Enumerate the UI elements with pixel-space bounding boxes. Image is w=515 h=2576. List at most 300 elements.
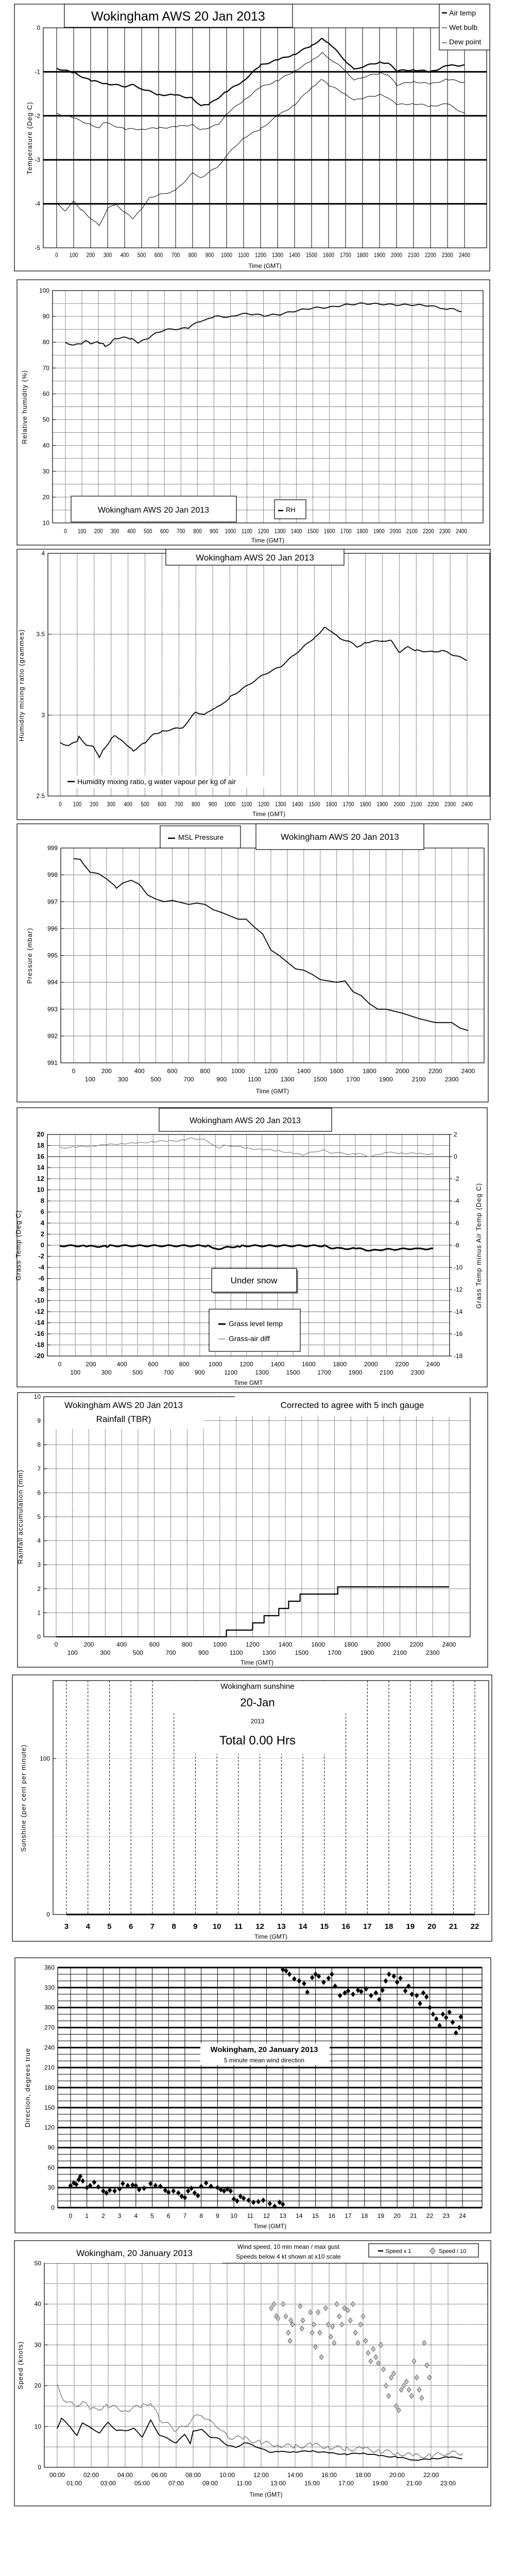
x-tick-label: 700 — [163, 1369, 174, 1376]
x-tick-label: 300 — [107, 801, 115, 808]
x-tick-label: 17:00 — [338, 2480, 354, 2487]
legend-label: Grass-air diff — [229, 1334, 270, 1343]
x-tick-label: 2000 — [389, 528, 401, 535]
y-tick-label: 18 — [37, 1141, 44, 1149]
x-axis-title: Time GMT — [234, 1379, 263, 1386]
y-tick-label: 210 — [44, 2064, 55, 2072]
x-tick-label: 12 — [255, 1922, 264, 1931]
chart-title: Wokingham AWS 20 Jan 2013 — [281, 832, 399, 842]
x-tick-label: 400 — [116, 1641, 127, 1648]
x-tick-label: 100 — [67, 1649, 78, 1656]
x-tick-label: 2200 — [422, 528, 434, 535]
x-tick-label: 1400 — [289, 252, 300, 259]
x-tick-label: 100 — [77, 528, 87, 535]
y-tick-label: -10 — [35, 1296, 44, 1304]
y-tick-label: 30 — [47, 2184, 55, 2192]
y-tick-label: 240 — [44, 2044, 55, 2052]
x-axis-title: Time (GMT) — [248, 262, 282, 269]
chart-title: Wokingham sunshine — [220, 1682, 295, 1691]
x-tick-label: 2300 — [442, 252, 453, 259]
x-tick-label: 22:00 — [423, 2471, 439, 2479]
under-snow-annotation: Under snow — [230, 1276, 278, 1285]
x-tick-label: 800 — [182, 1641, 193, 1648]
x-tick-label: 700 — [175, 801, 183, 808]
y-tick-label: 20 — [34, 2382, 41, 2389]
y-tick-label: -18 — [35, 1341, 44, 1349]
y-right-tick-label: -4 — [454, 1197, 459, 1205]
x-tick-label: 17 — [363, 1922, 372, 1931]
x-tick-label: 20 — [427, 1922, 436, 1931]
x-tick-label: 1300 — [272, 252, 283, 259]
x-tick-label: 1400 — [297, 1067, 311, 1075]
x-axis-title: Time (GMT) — [255, 1088, 289, 1095]
y-tick-label: 0 — [37, 24, 40, 31]
x-tick-label: 2200 — [425, 252, 436, 259]
x-tick-label: 6 — [166, 2212, 170, 2219]
legend-label: Wet bulb — [449, 23, 477, 31]
chart-title: Wokingham AWS 20 Jan 2013 — [97, 506, 210, 515]
x-tick-label: 1400 — [291, 801, 303, 808]
y-tick-label: -4 — [35, 200, 40, 208]
y-tick-label: 0 — [38, 2464, 41, 2471]
x-tick-label: 100 — [70, 1369, 81, 1376]
y-axis-title: Relative humidity (%) — [21, 370, 28, 444]
x-tick-label: 2400 — [461, 1067, 475, 1075]
x-tick-label: 1300 — [262, 1649, 276, 1656]
x-tick-label: 2000 — [395, 1067, 409, 1075]
x-tick-label: 1300 — [255, 1369, 269, 1376]
x-tick-label: 02:00 — [83, 2471, 99, 2479]
x-tick-label: 08:00 — [185, 2471, 201, 2479]
x-tick-label: 1100 — [224, 1369, 238, 1376]
x-tick-label: 2000 — [364, 1361, 378, 1368]
y-tick-label: 20 — [37, 1130, 44, 1138]
y-tick-label: 996 — [47, 925, 58, 933]
legend-label: RH — [286, 506, 296, 514]
y-tick-label: 998 — [47, 871, 58, 879]
y-tick-label: -8 — [38, 1285, 44, 1293]
chart-year: 2013 — [250, 1718, 265, 1725]
y-right-tick-label: -14 — [454, 1308, 463, 1315]
y-tick-label: 10 — [37, 1185, 44, 1194]
x-tick-label: 2200 — [409, 1641, 423, 1648]
x-tick-label: 400 — [127, 528, 136, 535]
y-tick-label: -2 — [35, 112, 40, 120]
x-tick-label: 2100 — [406, 528, 418, 535]
y-tick-label: 90 — [47, 2144, 55, 2151]
x-tick-label: 900 — [210, 528, 218, 535]
y-tick-label: 2 — [40, 1230, 44, 1238]
pressure-panel — [17, 824, 488, 1102]
chart-title: Wokingham AWS 20 Jan 2013 — [91, 9, 265, 24]
legend-label: Speed x 1 — [386, 2248, 411, 2255]
x-tick-label: 800 — [193, 528, 202, 535]
x-tick-label: 500 — [141, 801, 149, 808]
y-tick-label: 30 — [42, 467, 49, 475]
y-tick-label: -1 — [35, 68, 40, 76]
x-tick-label: 1600 — [311, 1641, 325, 1648]
x-tick-label: 700 — [171, 252, 180, 259]
x-tick-label: 8 — [199, 2212, 203, 2219]
x-tick-label: 200 — [83, 1641, 94, 1648]
x-tick-label: 500 — [150, 1076, 161, 1083]
x-tick-label: 1100 — [229, 1649, 243, 1656]
temperature-panel — [14, 4, 490, 271]
x-tick-label: 1500 — [306, 252, 317, 259]
x-tick-label: 1900 — [360, 1649, 374, 1656]
x-tick-label: 1200 — [255, 252, 266, 259]
x-tick-label: 700 — [183, 1076, 194, 1083]
panel-frame — [14, 2241, 491, 2506]
y-tick-label: 60 — [42, 390, 49, 398]
x-tick-label: 14 — [298, 1922, 307, 1931]
x-tick-label: 18 — [384, 1922, 393, 1931]
x-tick-label: 1500 — [286, 1369, 300, 1376]
chart-date: 20-Jan — [240, 1696, 275, 1709]
y-tick-label: 5 — [37, 1513, 41, 1520]
x-tick-label: 15 — [312, 2212, 319, 2219]
y-tick-label: 0 — [37, 1633, 41, 1640]
x-tick-label: 1400 — [270, 1361, 285, 1368]
x-tick-label: 14 — [296, 2212, 303, 2219]
y-tick-label: -12 — [35, 1308, 44, 1315]
y-tick-label: 70 — [42, 364, 49, 372]
y-tick-label: 995 — [47, 952, 58, 959]
x-tick-label: 0 — [55, 252, 58, 259]
x-tick-label: 3 — [64, 1922, 69, 1931]
x-tick-label: 700 — [177, 528, 185, 535]
x-tick-label: 1200 — [258, 801, 269, 808]
x-tick-label: 1800 — [359, 801, 371, 808]
x-axis-title: Time (GMT) — [249, 2491, 283, 2498]
x-tick-label: 500 — [143, 528, 152, 535]
panel-frame — [14, 4, 490, 271]
chart-subtitle: Wind speed, 10 min mean / max gust — [237, 2243, 340, 2250]
y-tick-label: 50 — [34, 2260, 41, 2267]
x-tick-label: 15 — [320, 1922, 329, 1931]
x-tick-label: 1200 — [239, 1361, 253, 1368]
y-tick-label: 90 — [42, 313, 49, 320]
correction-note: Corrected to agree with 5 inch gauge — [280, 1400, 424, 1410]
y-tick-label: 10 — [34, 2422, 41, 2430]
chart-title: Wokingham AWS 20 Jan 2013 — [189, 1116, 301, 1125]
x-tick-label: 4 — [85, 1922, 90, 1931]
y-tick-label: 991 — [47, 1059, 58, 1066]
x-tick-label: 900 — [216, 1076, 227, 1083]
x-tick-label: 1300 — [274, 528, 286, 535]
y-tick-label: 40 — [42, 442, 49, 449]
x-tick-label: 1000 — [208, 1361, 222, 1368]
y-tick-label: 120 — [44, 2124, 55, 2131]
x-tick-label: 600 — [158, 801, 166, 808]
y-tick-label: 2.5 — [36, 792, 45, 800]
x-tick-label: 2200 — [428, 1067, 442, 1075]
x-tick-label: 1800 — [363, 1067, 376, 1075]
y-tick-label: 50 — [42, 416, 49, 423]
wind-speed-panel — [14, 2241, 491, 2506]
y-tick-label: 4 — [37, 1537, 41, 1545]
x-tick-label: 1000 — [225, 528, 236, 535]
x-tick-label: 03:00 — [100, 2480, 116, 2487]
x-tick-label: 300 — [103, 252, 112, 259]
x-axis-title: Time (GMT) — [253, 2223, 287, 2230]
x-axis-title: Time (GMT) — [252, 810, 286, 818]
x-tick-label: 200 — [86, 252, 95, 259]
x-tick-label: 1800 — [333, 1361, 347, 1368]
x-tick-label: 200 — [101, 1067, 112, 1075]
x-tick-label: 800 — [192, 801, 200, 808]
title-mask — [235, 1394, 472, 1397]
x-tick-label: 1000 — [221, 252, 232, 259]
x-tick-label: 900 — [194, 1369, 205, 1376]
y-tick-label: 3.5 — [36, 631, 45, 638]
y-right-tick-label: 2 — [454, 1131, 457, 1138]
y-tick-label: 12 — [37, 1175, 44, 1182]
x-tick-label: 400 — [134, 1067, 145, 1075]
x-tick-label: 2300 — [444, 1076, 459, 1083]
x-tick-label: 1100 — [238, 252, 249, 259]
chart-title: Wokingham AWS 20 Jan 2013 — [64, 1400, 183, 1410]
y-right-tick-label: -2 — [454, 1175, 459, 1182]
y-tick-label: 3 — [37, 1561, 41, 1569]
x-tick-label: 18 — [361, 2212, 368, 2219]
y-tick-label: 993 — [47, 1005, 58, 1013]
x-tick-label: 19 — [406, 1922, 415, 1931]
x-tick-label: 1200 — [246, 1641, 260, 1648]
x-tick-label: 1100 — [248, 1076, 261, 1083]
x-tick-label: 500 — [137, 252, 146, 259]
chart-subtitle: Speeds below 4 kt shown at x10 scale — [236, 2253, 341, 2260]
x-tick-label: 0 — [68, 2212, 73, 2219]
x-tick-label: 2000 — [376, 1641, 391, 1648]
y-tick-label: 0 — [40, 1241, 44, 1249]
x-tick-label: 19:00 — [372, 2480, 388, 2487]
x-tick-label: 1700 — [346, 1076, 360, 1083]
y-tick-label: 997 — [47, 898, 58, 906]
y-right-tick-label: 0 — [454, 1153, 457, 1160]
x-tick-label: 1800 — [356, 528, 368, 535]
y-tick-label: 14 — [37, 1163, 44, 1172]
x-tick-label: 9 — [193, 1922, 198, 1931]
x-tick-label: 7 — [183, 2212, 187, 2219]
x-tick-label: 300 — [101, 1369, 112, 1376]
chart-title: Wokingham, 20 January 2013 — [76, 2248, 193, 2258]
y-tick-label: -4 — [38, 1263, 44, 1271]
x-axis-title: Time (GMT) — [240, 1659, 274, 1666]
y-tick-label: 180 — [44, 2084, 55, 2091]
x-tick-label: 2000 — [393, 801, 405, 808]
x-tick-label: 16:00 — [321, 2471, 337, 2479]
y-tick-label: 8 — [40, 1197, 44, 1205]
x-tick-label: 400 — [124, 801, 132, 808]
x-tick-label: 2100 — [408, 252, 419, 259]
x-tick-label: 21 — [449, 1922, 458, 1931]
legend-label: Dew point — [449, 38, 482, 46]
x-tick-label: 09:00 — [202, 2480, 218, 2487]
x-tick-label: 2200 — [427, 801, 439, 808]
x-tick-label: 1 — [85, 2212, 89, 2219]
x-tick-label: 1500 — [295, 1649, 309, 1656]
x-tick-label: 1700 — [328, 1649, 341, 1656]
x-tick-label: 100 — [73, 801, 82, 808]
y-tick-label: 60 — [47, 2164, 55, 2172]
x-tick-label: 400 — [120, 252, 129, 259]
x-tick-label: 12 — [263, 2212, 270, 2219]
x-tick-label: 19 — [377, 2212, 385, 2219]
x-tick-label: 23 — [442, 2212, 450, 2219]
x-tick-label: 2300 — [444, 801, 456, 808]
x-tick-label: 0 — [54, 1641, 58, 1648]
x-tick-label: 500 — [132, 1369, 143, 1376]
y-tick-label: 300 — [44, 2004, 55, 2011]
x-tick-label: 16 — [341, 1922, 350, 1931]
x-tick-label: 1200 — [264, 1067, 278, 1075]
x-tick-label: 2100 — [380, 1369, 393, 1376]
y-tick-label: 360 — [44, 1964, 55, 1971]
x-tick-label: 9 — [216, 2212, 219, 2219]
y-axis-title: Direction, degrees true — [24, 2047, 31, 2128]
x-tick-label: 2100 — [410, 801, 422, 808]
sunshine-total: Total 0.00 Hrs — [219, 1734, 296, 1748]
y-right-tick-label: -6 — [454, 1219, 459, 1227]
x-tick-label: 300 — [110, 528, 119, 535]
x-tick-label: 500 — [132, 1649, 143, 1656]
x-tick-label: 11 — [247, 2212, 254, 2219]
x-tick-label: 200 — [94, 528, 103, 535]
y-tick-label: 1 — [37, 1609, 41, 1617]
x-tick-label: 1700 — [340, 528, 352, 535]
y-tick-label: 16 — [37, 1153, 44, 1160]
x-tick-label: 07:00 — [168, 2480, 184, 2487]
x-tick-label: 1600 — [323, 252, 334, 259]
legend-label: MSL Pressure — [178, 833, 224, 841]
y-axis-title: Rainfall accumulation (mm) — [16, 1469, 24, 1564]
y-right-axis-title: Grass Temp minus Air Temp (Deg C) — [475, 1182, 483, 1309]
x-tick-label: 24 — [459, 2212, 466, 2219]
x-tick-label: 2300 — [410, 1369, 425, 1376]
x-tick-label: 4 — [134, 2212, 138, 2219]
x-tick-label: 16 — [328, 2212, 336, 2219]
x-tick-label: 300 — [100, 1649, 111, 1656]
y-tick-label: -16 — [35, 1330, 44, 1337]
x-tick-label: 1900 — [373, 528, 385, 535]
x-tick-label: 5 — [150, 2212, 154, 2219]
x-tick-label: 13:00 — [270, 2480, 286, 2487]
y-tick-label: 30 — [34, 2341, 41, 2349]
x-tick-label: 1700 — [317, 1369, 331, 1376]
x-tick-label: 00:00 — [49, 2471, 65, 2479]
x-tick-label: 1600 — [323, 528, 335, 535]
y-tick-label: 8 — [37, 1441, 41, 1449]
x-tick-label: 2400 — [456, 528, 467, 535]
x-tick-label: 6 — [129, 1922, 133, 1931]
x-axis-title: Time (GMT) — [254, 1933, 288, 1940]
x-tick-label: 10 — [212, 1922, 221, 1931]
y-axis-title: Pressure (mbar) — [26, 927, 33, 984]
x-tick-label: 900 — [209, 801, 217, 808]
x-tick-label: 10 — [230, 2212, 237, 2219]
x-tick-label: 0 — [59, 801, 62, 808]
x-tick-label: 01:00 — [66, 2480, 82, 2487]
y-axis-title: Grass Temp (Deg C) — [14, 1210, 22, 1281]
x-tick-label: 1000 — [213, 1641, 227, 1648]
x-tick-label: 23:00 — [440, 2480, 456, 2487]
x-tick-label: 21:00 — [406, 2480, 422, 2487]
y-tick-label: -2 — [38, 1252, 44, 1260]
y-right-tick-label: -16 — [454, 1330, 463, 1337]
x-tick-label: 100 — [84, 1076, 95, 1083]
y-tick-label: 150 — [44, 2104, 55, 2111]
x-tick-label: 800 — [179, 1361, 190, 1368]
x-axis-title: Time (GMT) — [251, 537, 285, 544]
y-tick-label: 80 — [42, 338, 49, 346]
chart-subtitle: Rainfall (TBR) — [96, 1414, 151, 1424]
x-tick-label: 1800 — [357, 252, 368, 259]
y-tick-label: 4 — [41, 550, 45, 557]
x-tick-label: 1900 — [374, 252, 385, 259]
x-tick-label: 22 — [426, 2212, 434, 2219]
y-right-tick-label: -12 — [454, 1286, 463, 1293]
x-tick-label: 1400 — [278, 1641, 293, 1648]
title-mask — [241, 824, 255, 848]
legend-label: Grass level temp — [229, 1319, 283, 1328]
x-tick-label: 21 — [410, 2212, 417, 2219]
y-tick-label: 999 — [47, 844, 58, 852]
y-right-tick-label: -10 — [454, 1264, 463, 1271]
panel-frame — [17, 824, 488, 1102]
x-tick-label: 13 — [277, 1922, 286, 1931]
legend-label: Speed / 10 — [439, 2248, 467, 2255]
rainfall-panel — [16, 1393, 488, 1667]
y-tick-label: 20 — [42, 493, 49, 501]
y-tick-label: 3 — [41, 711, 45, 719]
y-tick-label: 330 — [44, 1984, 55, 1991]
y-axis-title: Speed (knots) — [16, 2341, 24, 2389]
x-tick-label: 18:00 — [355, 2471, 371, 2479]
legend-label: Humidity mixing ratio, g water vapour per kg of air — [77, 777, 236, 786]
x-tick-label: 1900 — [376, 801, 388, 808]
x-tick-label: 1500 — [313, 1076, 328, 1083]
y-tick-label: 4 — [40, 1219, 44, 1227]
x-tick-label: 600 — [167, 1067, 178, 1075]
x-tick-label: 06:00 — [151, 2471, 167, 2479]
y-axis-title: Sunshine (per cent per minute) — [20, 1744, 27, 1852]
x-tick-label: 1100 — [241, 528, 253, 535]
y-tick-label: 0 — [46, 1911, 50, 1918]
chart-title: Wokingham, 20 January 2013 — [210, 2045, 318, 2054]
y-tick-label: -14 — [35, 1318, 44, 1327]
x-tick-label: 2400 — [426, 1361, 440, 1368]
x-tick-label: 2 — [101, 2212, 105, 2219]
x-tick-label: 2300 — [439, 528, 451, 535]
x-tick-label: 2100 — [411, 1076, 426, 1083]
y-axis-title: Temperature (Deg C) — [26, 101, 33, 175]
x-tick-label: 1600 — [325, 801, 337, 808]
x-tick-label: 200 — [85, 1361, 96, 1368]
x-tick-label: 2100 — [393, 1649, 407, 1656]
y-tick-label: 0 — [51, 2204, 55, 2211]
x-tick-label: 2400 — [459, 252, 470, 259]
x-tick-label: 1200 — [258, 528, 269, 535]
y-tick-label: 40 — [34, 2300, 41, 2308]
x-tick-label: 1400 — [290, 528, 302, 535]
y-tick-label: 100 — [39, 287, 49, 294]
x-tick-label: 1500 — [307, 528, 319, 535]
x-tick-label: 10:00 — [219, 2471, 235, 2479]
y-tick-label: 2 — [37, 1585, 41, 1592]
x-tick-label: 800 — [188, 252, 197, 259]
y-tick-label: 9 — [37, 1417, 41, 1425]
